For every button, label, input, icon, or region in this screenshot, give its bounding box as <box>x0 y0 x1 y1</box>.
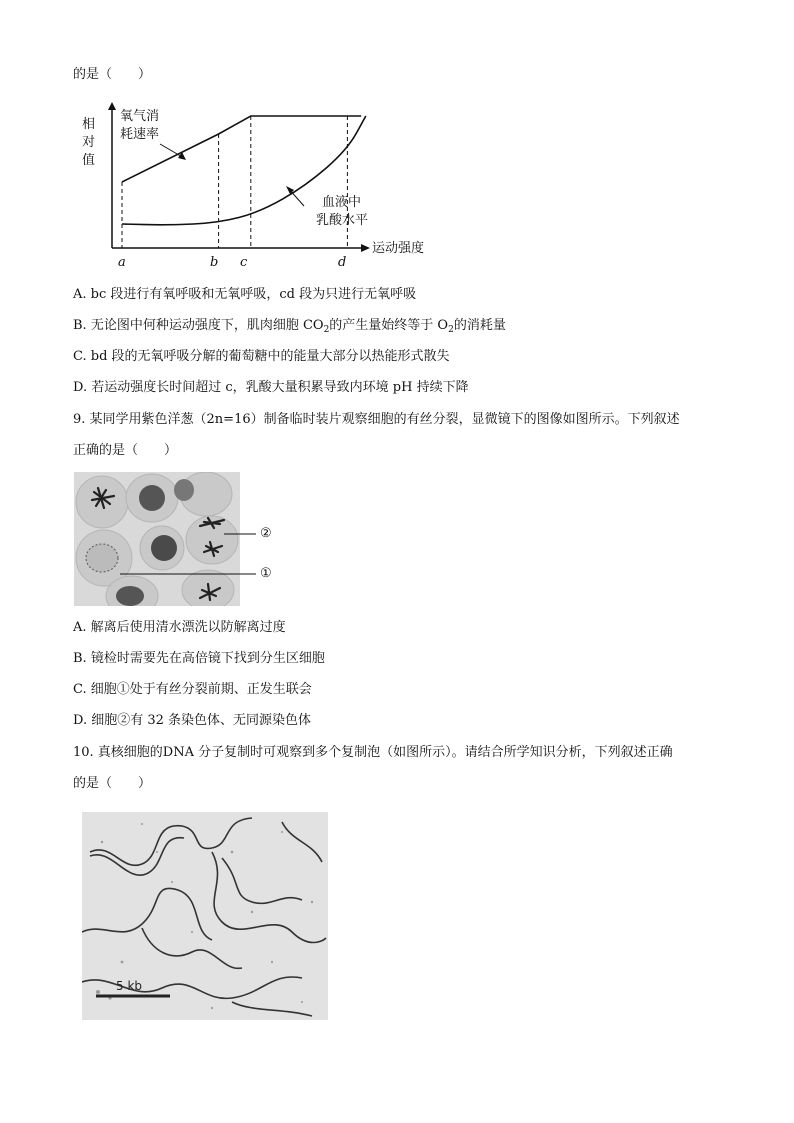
x-axis-arrow <box>361 244 370 252</box>
q8-option-c: C. bd 段的无氧呼吸分解的葡萄糖中的能量大部分以热能形式散失 <box>73 349 450 364</box>
oxygen-series-label-1: 氧气消 <box>120 109 160 124</box>
ylabel-char-2: 对 <box>82 135 96 150</box>
q9-stem-line-1: 9. 某同学用紫色洋葱（2n=16）制备临时装片观察细胞的有丝分裂，显微镜下的图像如图所示。下列叙述 <box>73 412 680 427</box>
x-tick-d: d <box>338 255 347 270</box>
y-axis-arrow <box>108 102 116 110</box>
q8-option-b: B. 无论图中何种运动强度下，肌肉细胞 $CO_2$的产生量始终等于 $O_2$的消耗量 <box>73 318 506 335</box>
dna-replication-micrograph <box>82 812 328 1020</box>
oxygen-series-label-2: 耗速率 <box>120 127 160 142</box>
q8-stem-tail: 的是（ ） <box>73 67 152 82</box>
cell-label-1: ① <box>260 566 272 581</box>
ylabel-char-1: 相 <box>82 117 96 132</box>
cell-label-2: ② <box>260 526 272 541</box>
micrograph-onion-cells <box>74 472 284 606</box>
x-tick-a: a <box>118 255 126 270</box>
lactate-series-label-1: 血液中 <box>322 195 362 210</box>
q10-stem-line-1: 10. 真核细胞的DNA 分子复制时可观察到多个复制泡（如图所示）。请结合所学知识分析，下列叙述正确 <box>73 745 673 760</box>
q9-stem-line-2: 正确的是（ ） <box>73 443 178 458</box>
respiration-chart <box>76 100 456 272</box>
q9-option-b: B. 镜检时需要先在高倍镜下找到分生区细胞 <box>73 651 325 666</box>
q10-stem-line-2: 的是（ ） <box>73 776 152 791</box>
scale-label: 5 kb <box>116 979 143 993</box>
q8-option-a: A. bc 段进行有氧呼吸和无氧呼吸，cd 段为只进行无氧呼吸 <box>73 287 417 302</box>
q9-option-a: A. 解离后使用清水漂洗以防解离过度 <box>73 620 286 635</box>
x-tick-b: b <box>210 255 219 270</box>
oxygen-consumption-line <box>122 116 361 182</box>
lactate-series-label-2: 乳酸水平 <box>316 213 369 228</box>
q9-option-d: D. 细胞②有 32 条染色体、无同源染色体 <box>73 713 312 728</box>
xlabel: 运动强度 <box>372 241 425 256</box>
q8-option-d: D. 若运动强度长时间超过 c，乳酸大量积累导致内环境 pH 持续下降 <box>73 380 469 395</box>
ylabel-char-3: 值 <box>82 153 96 168</box>
x-tick-c: c <box>240 255 248 270</box>
q9-option-c: C. 细胞①处于有丝分裂前期、正发生联会 <box>73 682 312 697</box>
